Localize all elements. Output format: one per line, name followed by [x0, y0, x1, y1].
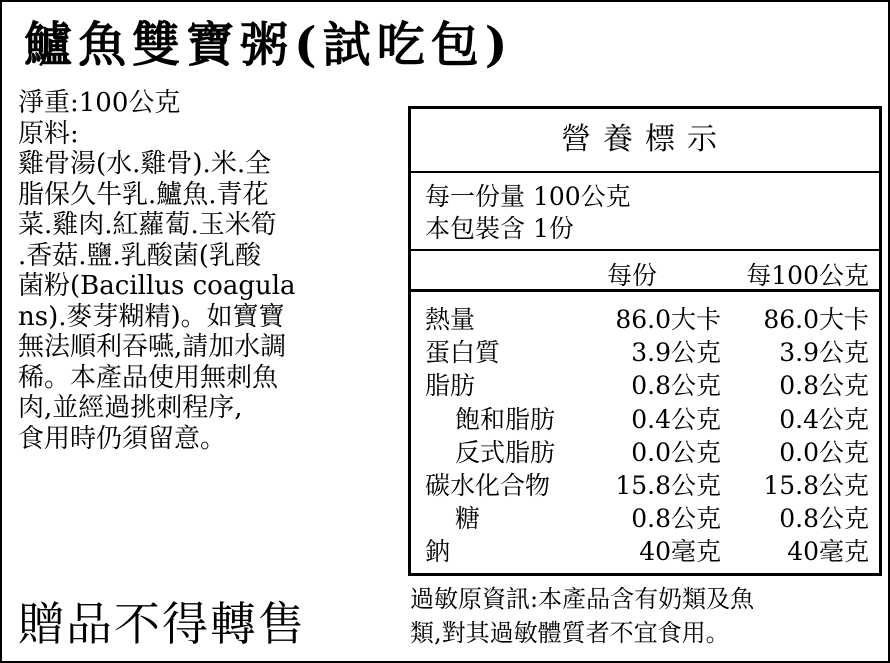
- ingredients-heading: 原料:: [18, 118, 79, 149]
- ingredients-line: ns).麥芽糊精)。如寶寶: [18, 301, 285, 332]
- ingredients-line: 菜.雞肉.紅蘿蔔.玉米筍: [18, 210, 277, 240]
- nutrition-rows: [411, 292, 879, 566]
- per-100g-value: 40毫克: [787, 537, 869, 567]
- col-per-100g: 每100公克: [746, 261, 869, 290]
- per-serving-value: 0.0公克: [631, 437, 721, 467]
- ingredients-line: .香菇.鹽.乳酸菌(乳酸: [18, 240, 261, 271]
- per-100g-value: 0.8公克: [779, 371, 869, 401]
- nutrient-name: 蛋白質: [425, 338, 501, 368]
- nutrition-column-header: [411, 251, 879, 292]
- per-100g-value: 3.9公克: [779, 338, 869, 368]
- allergen-line: 類,對其過敏體質者不宜食用。: [410, 619, 730, 647]
- net-weight: 淨重:100公克: [18, 88, 181, 118]
- ingredients-line: 肉,並經過挑刺程序,: [18, 393, 243, 423]
- nutrient-name: 碳水化合物: [425, 470, 551, 500]
- nutrient-name: 飽和脂肪: [455, 404, 556, 434]
- allergen-line: 過敏原資訊:本產品含有奶類及魚: [410, 585, 755, 613]
- nutrition-table: [408, 106, 882, 576]
- per-serving-value: 40毫克: [639, 537, 721, 567]
- per-100g-value: 15.8公克: [763, 470, 869, 500]
- per-100g-value: 0.8公克: [779, 504, 869, 534]
- gift-note: 贈品不得轉售: [18, 597, 306, 651]
- ingredients-line: 雞骨湯(水.雞骨).米.全: [18, 149, 272, 179]
- nutrition-row: [411, 466, 879, 499]
- nutrition-row: [411, 333, 879, 366]
- nutrient-name: 鈉: [425, 537, 451, 567]
- serving-size: 每一份量 100公克: [425, 182, 631, 211]
- product-title: 鱸魚雙寶粥(試吃包): [24, 17, 514, 73]
- nutrition-row: [411, 300, 879, 333]
- serving-info: [411, 173, 879, 251]
- nutrient-name: 脂肪: [425, 371, 476, 401]
- per-serving-value: 0.4公克: [631, 404, 721, 434]
- ingredients-block: [18, 88, 398, 454]
- per-serving-value: 15.8公克: [615, 470, 721, 500]
- per-serving-value: 86.0大卡: [615, 305, 721, 334]
- nutrient-name: 熱量: [425, 305, 476, 334]
- per-100g-value: 0.4公克: [779, 404, 869, 434]
- ingredients-line: 脂保久牛乳.鱸魚.青花: [18, 179, 269, 210]
- per-serving-value: 0.8公克: [631, 371, 721, 401]
- nutrition-row: [411, 499, 879, 532]
- allergen-info: [410, 582, 880, 650]
- nutrition-row: [411, 532, 879, 565]
- servings-per-pack: 本包裝含 1份: [425, 214, 574, 243]
- nutrient-name: 反式脂肪: [455, 437, 556, 467]
- nutrition-title: 營養標示: [411, 109, 879, 173]
- nutrition-row: [411, 433, 879, 466]
- per-100g-value: 0.0公克: [779, 437, 869, 467]
- per-100g-value: 86.0大卡: [763, 305, 869, 334]
- nutrition-row: [411, 366, 879, 399]
- ingredients-line: 菌粉(Bacillus coagula: [18, 271, 296, 301]
- per-serving-value: 0.8公克: [631, 504, 721, 534]
- ingredients-line: 食用時仍須留意。: [18, 423, 227, 454]
- nutrition-row: [411, 400, 879, 433]
- ingredients-line: 無法順利吞嚥,請加水調: [18, 332, 287, 362]
- per-serving-value: 3.9公克: [631, 338, 721, 368]
- col-per-serving: 每份: [607, 261, 658, 290]
- nutrient-name: 糖: [455, 504, 481, 534]
- ingredients-line: 稀。本產品使用無刺魚: [18, 362, 279, 393]
